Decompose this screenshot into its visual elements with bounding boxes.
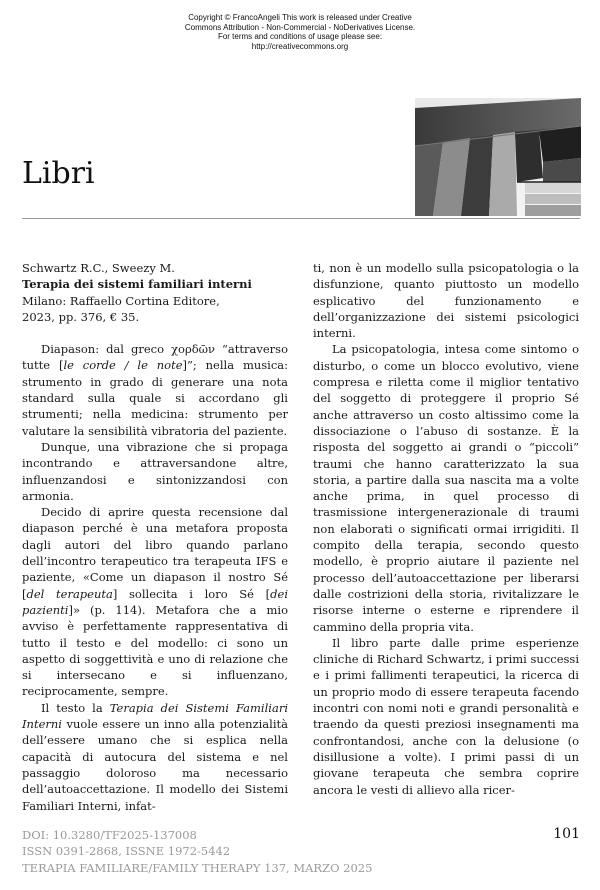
copyright-line: Copyright © FrancoAngeli This work is released under Creative [188, 13, 412, 22]
book-reference [22, 260, 288, 325]
page-number: 101 [553, 826, 580, 842]
body-paragraph: La psicopatologia, intesa come sintomo o disturbo, o come un blocco evolutivo, viene compresa e riletta come il miglior tentativo del soggetto di proteggere il proprio Sé anche attraverso un costo altissimo come la dissociazione o l’abuso di sostanze. È la risposta del soggetto ai grandi o “piccoli” traumi che hanno caratterizzato la sua storia, a partire dalla sua nascita ma a volte anche prima, in quel processo di trasmissione intergenerazionale di traumi non elaborati o significati ormai irrigiditi. Il compito della terapia, secondo questo modello, è proprio aiutare il paziente nel processo dell’autoaccettazione per liberarsi dalle costrizioni della storia, rivitalizzare le risorse interne o esterne e riprendere il cammino della propria vita. [313, 342, 579, 634]
copyright-line: http://creativecommons.org [251, 41, 349, 51]
right-column [313, 260, 579, 798]
left-column [22, 260, 288, 814]
body-paragraph: Decido di aprire questa recensione dal diapason perché è una metafora proposta dagli autori del libro quando parlano dell’incontro terapeutico tra terapeuta IFS e paziente, «Come un diapason il nostro Sé [del terapeuta] sollecita i loro Sé [dei pazienti]» (p. 114). Metafora che a mio avviso è perfettamente rappresentativa di tutto il testo e del modello: ci sono un aspetto di soggettività e uno di relazione che si intersecano e si influenzano, reciprocamente, sempre. [22, 505, 289, 699]
footer-doi: DOI: 10.3280/TF2025-137008 [22, 828, 197, 842]
copyright-notice [100, 13, 500, 51]
body-paragraph: Il testo la Terapia dei Sistemi Familiari Interni vuole essere un inno alla potenzialità dell’essere umano che si esplica nella capacità di autocura del sistema e nel passaggio doloroso ma necessario dell’autoaccettazione. Il modello dei Sistemi Familiari Interni, infat- [22, 700, 288, 813]
book-publisher: Milano: Raffaello Cortina Editore, [22, 293, 220, 308]
body-paragraph: Dunque, una vibrazione che si propaga incontrando e attraversandone altre, influenzandosi e sintonizzandosi con armonia. [22, 439, 288, 503]
footer-journal: TERAPIA FAMILIARE/FAMILY THERAPY 137, MARZO 2025 [22, 860, 373, 875]
body-paragraph: ti, non è un modello sulla psicopatologia o la disfunzione, quanto piuttosto un modello esplicativo del funzionamento e dell’organizzazione dei sistemi psicologici interni. [313, 261, 579, 341]
footer-info [22, 827, 372, 876]
books-photo [415, 98, 581, 216]
body-paragraph: Il libro parte dalle prime esperienze cliniche di Richard Schwartz, i primi successi e i primi fallimenti terapeutici, la ricerca di un proprio modo di essere terapeuta facendo incontri con nomi noti e grandi personalità e traendo da questi preziosi insegnamenti ma confrontandosi, anche con la delusione (o disillusione a volte). I primi passi di un giovane terapeuta che sembra coprire ancora le vesti di allievo alla ricer- [313, 635, 579, 797]
section-title: Libri [22, 156, 95, 191]
book-title: Terapia dei sistemi familiari interni [22, 277, 252, 292]
book-authors: Schwartz R.C., Sweezy M. [22, 261, 175, 275]
copyright-line: For terms and conditions of usage please see: [217, 32, 383, 41]
header-rule [22, 218, 580, 219]
copyright-line: Commons Attribution - Non-Commercial - NoDerivatives License. [184, 22, 416, 32]
body-paragraph: Diapason: dal greco χορδῶν “attraverso tutte [le corde / le note]”; nella musica: strumento in grado di generare una nota standard sulla quale si accordano gli strumenti; nella medicina: strumento per valutare la sensibilità vibratoria del paziente. [22, 342, 289, 438]
footer-issn: ISSN 0391-2868, ISSNE 1972-5442 [22, 844, 231, 859]
book-details: 2023, pp. 376, € 35. [22, 309, 140, 324]
